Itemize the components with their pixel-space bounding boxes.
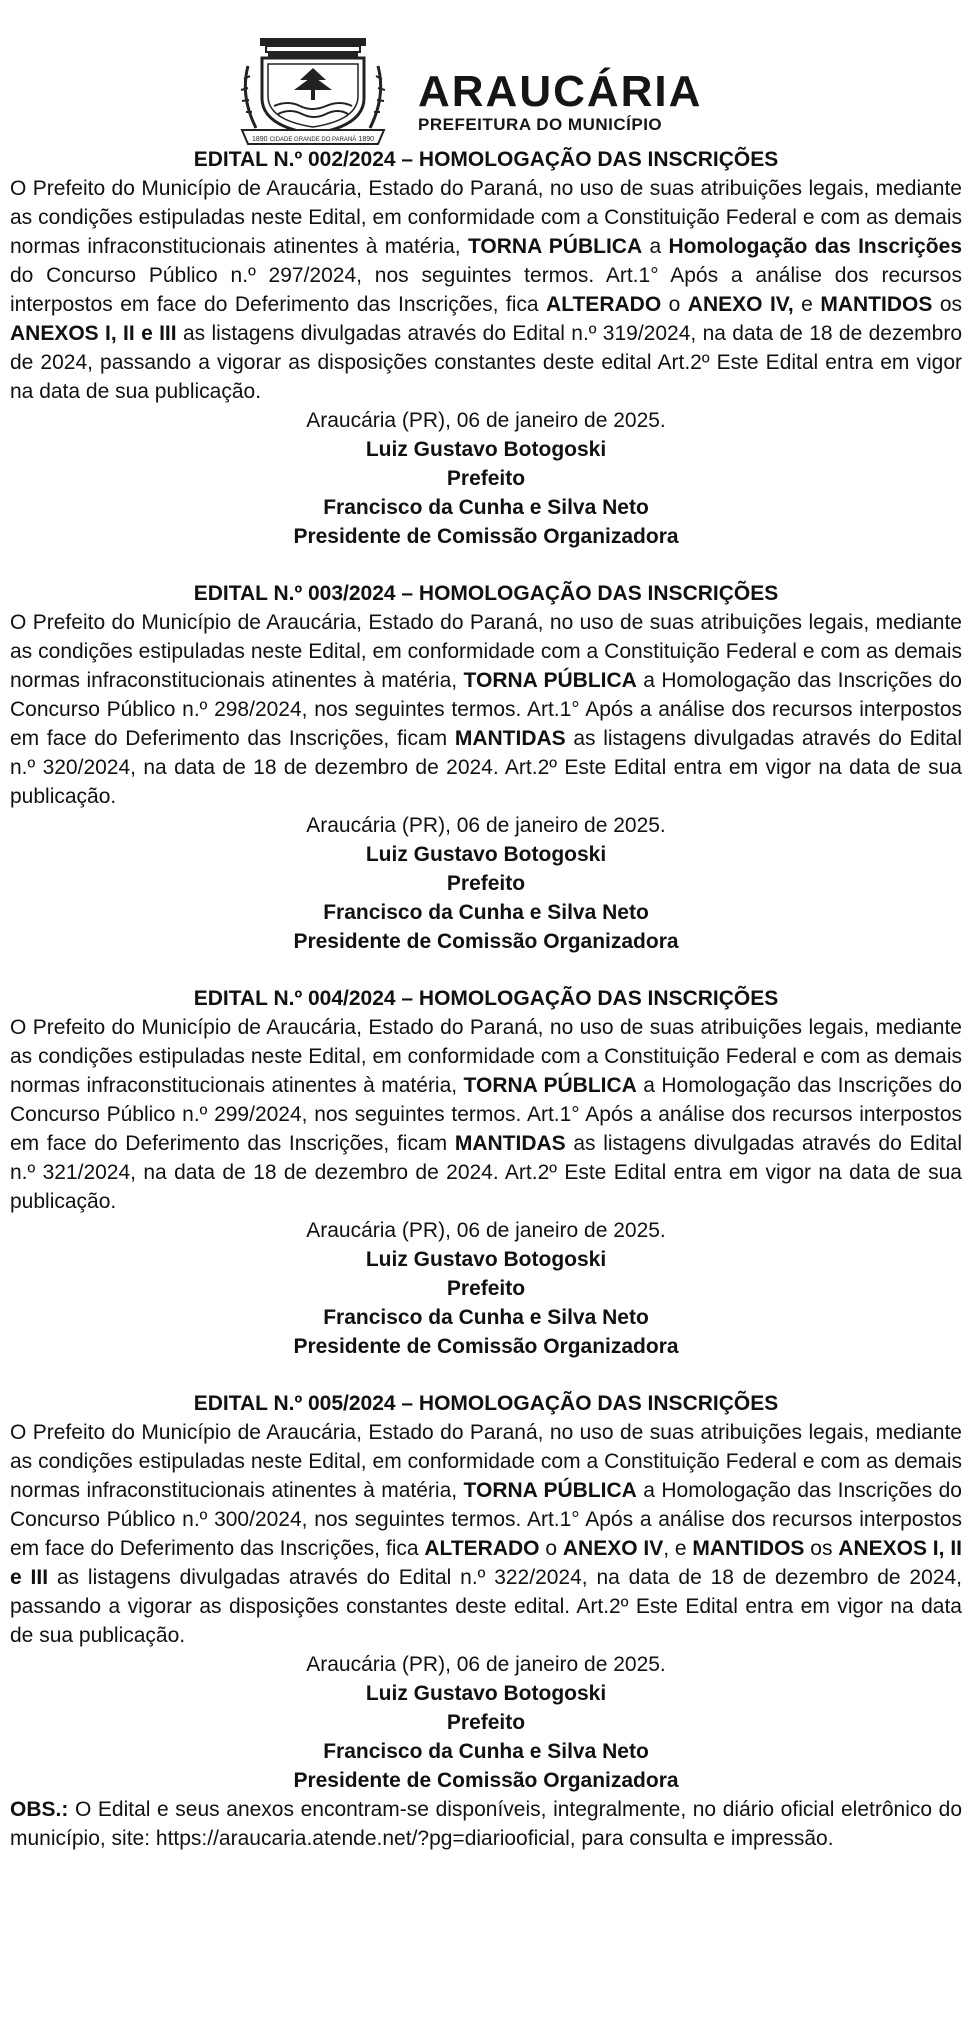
signer-name: Francisco da Cunha e Silva Neto	[323, 901, 649, 924]
edital-002	[10, 145, 962, 551]
signature-block	[10, 811, 962, 956]
signer-name: Luiz Gustavo Botogoski	[365, 1248, 607, 1271]
edital-body: O Prefeito do Município de Araucária, Estado do Paraná, no uso de suas atribuições legais, mediante as condições estipuladas neste Edital, em conformidade com a Constituição Federal e com as demais normas infraconstitucionais atinentes à matéria, TORNA PÚBLICA a Homologação das Inscrições do Concurso Público n.º 299/2024, nos seguintes termos. Art.1° Após a análise dos recursos interpostos em face do Deferimento das Inscrições, ficam MANTIDAS as listagens divulgadas através do Edital n.º 321/2024, na data de 18 de dezembro de 2024. Art.2º Este Edital entra em vigor na data de sua publicação.	[10, 1016, 963, 1213]
edital-title: EDITAL N.º 003/2024 – HOMOLOGAÇÃO DAS INSCRIÇÕES	[193, 582, 779, 605]
signer-role: Prefeito	[446, 1277, 526, 1300]
edital-title: EDITAL N.º 002/2024 – HOMOLOGAÇÃO DAS INSCRIÇÕES	[193, 148, 779, 171]
signer-name: Luiz Gustavo Botogoski	[365, 438, 607, 461]
edital-date: Araucária (PR), 06 de janeiro de 2025.	[306, 409, 666, 432]
signature-block	[10, 1216, 962, 1361]
signer-name: Luiz Gustavo Botogoski	[365, 1682, 607, 1705]
edital-body: O Prefeito do Município de Araucária, Estado do Paraná, no uso de suas atribuições legais, mediante as condições estipuladas neste Edital, em conformidade com a Constituição Federal e com as demais normas infraconstitucionais atinentes à matéria, TORNA PÚBLICA a Homologação das Inscrições do Concurso Público n.º 297/2024, nos seguintes termos. Art.1° Após a análise dos recursos interpostos em face do Deferimento das Inscrições, fica ALTERADO o ANEXO IV, e MANTIDOS os ANEXOS I, II e III as listagens divulgadas através do Edital n.º 319/2024, na data de 18 de dezembro de 2024, passando a vigorar as disposições constantes deste edital Art.2º Este Edital entra em vigor na data de sua publicação.	[10, 177, 963, 403]
edital-003	[10, 579, 962, 956]
signer-name: Francisco da Cunha e Silva Neto	[323, 1306, 649, 1329]
edital-date: Araucária (PR), 06 de janeiro de 2025.	[306, 1653, 666, 1676]
header	[10, 0, 962, 145]
edital-005	[10, 1389, 962, 1853]
edital-004	[10, 984, 962, 1361]
signer-role: Presidente de Comissão Organizadora	[293, 930, 679, 953]
signer-role: Prefeito	[446, 872, 526, 895]
signer-role: Prefeito	[446, 467, 526, 490]
signer-role: Presidente de Comissão Organizadora	[293, 525, 679, 548]
signer-name: Luiz Gustavo Botogoski	[365, 843, 607, 866]
signer-name: Francisco da Cunha e Silva Neto	[323, 496, 649, 519]
obs-label: OBS.:	[10, 1798, 69, 1821]
signer-role: Presidente de Comissão Organizadora	[293, 1335, 679, 1358]
svg-text:1890: 1890	[358, 136, 374, 143]
edital-body: O Prefeito do Município de Araucária, Estado do Paraná, no uso de suas atribuições legais, mediante as condições estipuladas neste Edital, em conformidade com a Constituição Federal e com as demais normas infraconstitucionais atinentes à matéria, TORNA PÚBLICA a Homologação das Inscrições do Concurso Público n.º 300/2024, nos seguintes termos. Art.1° Após a análise dos recursos interpostos em face do Deferimento das Inscrições, fica ALTERADO o ANEXO IV, e MANTIDOS os ANEXOS I, II e III as listagens divulgadas através do Edital n.º 322/2024, na data de 18 de dezembro de 2024, passando a vigorar as disposições constantes deste edital. Art.2º Este Edital entra em vigor na data de sua publicação.	[10, 1421, 962, 1647]
svg-text:CIDADE GRANDE DO PARANÁ: CIDADE GRANDE DO PARANÁ	[269, 137, 357, 143]
edital-date: Araucária (PR), 06 de janeiro de 2025.	[306, 1219, 666, 1242]
signer-name: Francisco da Cunha e Silva Neto	[323, 1740, 649, 1763]
signer-role: Prefeito	[446, 1711, 526, 1734]
edital-title: EDITAL N.º 005/2024 – HOMOLOGAÇÃO DAS INSCRIÇÕES	[193, 1392, 779, 1415]
signature-block	[10, 1650, 962, 1795]
brand-subtitle: PREFEITURA DO MUNICÍPIO	[418, 115, 663, 134]
signer-role: Presidente de Comissão Organizadora	[293, 1769, 679, 1792]
obs-text: O Edital e seus anexos encontram-se disponíveis, integralmente, no diário oficial eletrônico do município, site: https://araucaria.atende.net/?pg=diariooficial, para consulta e impressão.	[10, 1798, 962, 1850]
edital-body: O Prefeito do Município de Araucária, Estado do Paraná, no uso de suas atribuições legais, mediante as condições estipuladas neste Edital, em conformidade com a Constituição Federal e com as demais normas infraconstitucionais atinentes à matéria, TORNA PÚBLICA a Homologação das Inscrições do Concurso Público n.º 298/2024, nos seguintes termos. Art.1° Após a análise dos recursos interpostos em face do Deferimento das Inscrições, ficam MANTIDAS as listagens divulgadas através do Edital n.º 320/2024, na data de 18 de dezembro de 2024. Art.2º Este Edital entra em vigor na data de sua publicação.	[10, 611, 963, 808]
observation-note	[10, 1795, 962, 1853]
edital-title: EDITAL N.º 004/2024 – HOMOLOGAÇÃO DAS INSCRIÇÕES	[193, 987, 779, 1010]
brand-name: ARAUCÁRIA	[418, 67, 703, 116]
signature-block	[10, 406, 962, 551]
brand-block	[418, 67, 703, 135]
svg-text:1890: 1890	[252, 136, 268, 143]
edital-date: Araucária (PR), 06 de janeiro de 2025.	[306, 814, 666, 837]
municipal-crest-icon	[238, 36, 388, 146]
document-page	[10, 0, 962, 1853]
